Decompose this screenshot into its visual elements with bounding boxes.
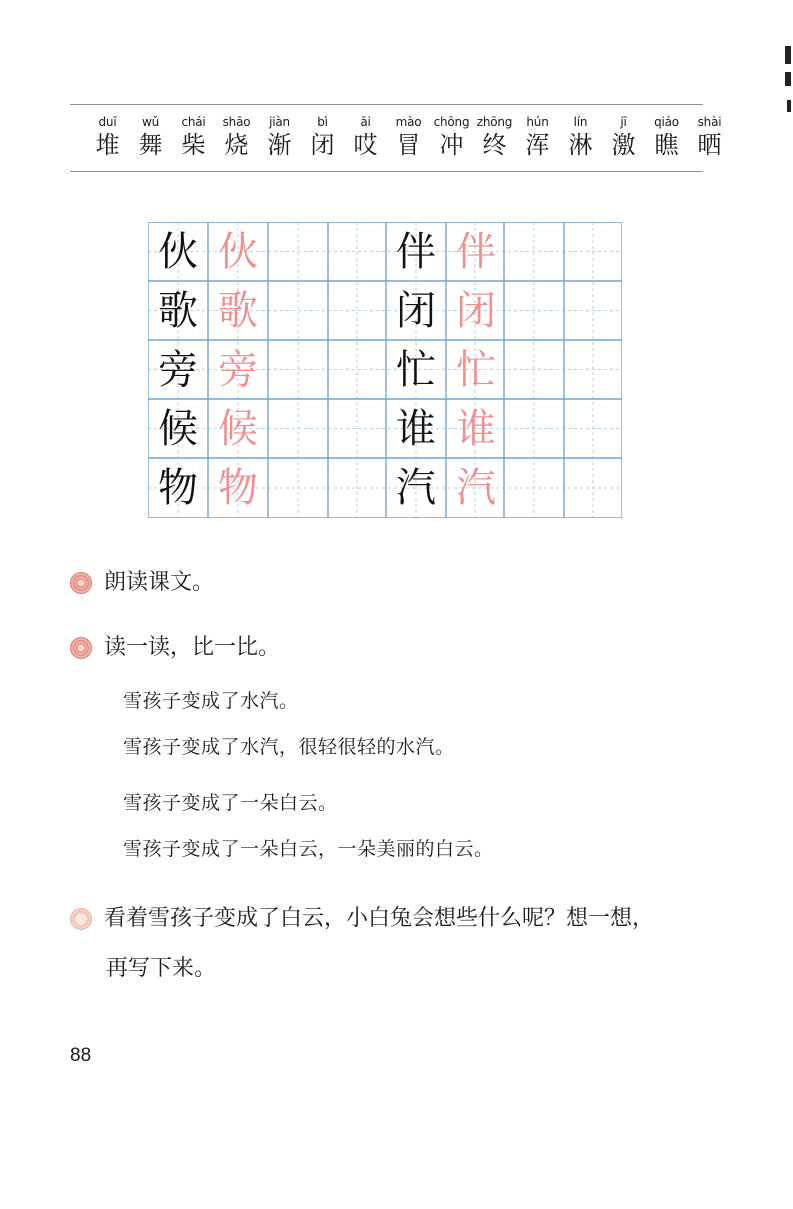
grid-model-char: 忙 — [396, 347, 436, 393]
grid-trace-char: 伙 — [218, 229, 258, 275]
vocab-word — [690, 114, 729, 160]
section-compare-heading: 读一读，比一比。 — [104, 635, 281, 660]
vocab-pinyin: jī — [620, 115, 627, 129]
grid-model-char: 物 — [158, 465, 198, 511]
vocab-word — [303, 114, 342, 160]
grid-trace-char: 歌 — [218, 288, 258, 334]
vocab-word — [432, 114, 471, 160]
grid-trace-char: 伴 — [456, 229, 496, 275]
vocab-hanzi: 哎 — [353, 131, 378, 159]
grid-model-char: 伙 — [158, 229, 198, 275]
vocab-pinyin: shài — [697, 115, 722, 129]
grid-model-char: 候 — [158, 406, 198, 452]
vocab-word — [174, 114, 213, 160]
vocab-pinyin: shāo — [222, 115, 251, 129]
grid-trace-char: 旁 — [218, 347, 258, 393]
grid-trace-char: 闭 — [456, 288, 496, 334]
vocab-pinyin: lín — [573, 115, 588, 129]
page-edge-mark — [787, 100, 791, 112]
vocab-hanzi: 渐 — [267, 131, 292, 159]
vocab-hanzi: 闭 — [310, 131, 335, 159]
vocab-hanzi: 冲 — [439, 131, 464, 159]
vocab-hanzi: 激 — [611, 131, 636, 159]
sentence: 雪孩子变成了水汽，很轻很轻的水汽。 — [123, 736, 455, 758]
vocab-word — [346, 114, 385, 160]
grid-model-char: 谁 — [396, 406, 436, 452]
section-question — [70, 904, 654, 934]
vocab-word — [647, 114, 686, 160]
vocab-hanzi: 瞧 — [654, 131, 679, 159]
vocab-word — [217, 114, 256, 160]
vocab-word — [131, 114, 170, 160]
grid-trace-char: 物 — [218, 465, 258, 511]
vocab-pinyin: chái — [181, 115, 206, 129]
sentence: 雪孩子变成了水汽。 — [123, 690, 299, 712]
vocab-bottom-rule — [70, 171, 703, 172]
page-edge-mark — [785, 72, 791, 86]
vocab-hanzi: 晒 — [697, 131, 722, 159]
vocab-hanzi: 堆 — [95, 131, 120, 159]
grid-trace-char: 忙 — [456, 347, 496, 393]
grid-model-char: 闭 — [396, 288, 436, 334]
writing-grid — [148, 222, 622, 518]
exercise-badge-icon — [70, 637, 92, 659]
sentence: 雪孩子变成了一朵白云，一朵美丽的白云。 — [123, 838, 494, 860]
vocab-hanzi: 冒 — [396, 131, 421, 159]
vocab-pinyin: āi — [360, 115, 371, 129]
section-compare — [70, 633, 280, 663]
vocab-pinyin: mào — [395, 115, 422, 129]
vocab-pinyin: chōng — [433, 115, 470, 129]
vocab-word — [518, 114, 557, 160]
vocab-word — [561, 114, 600, 160]
vocab-hanzi: 淋 — [568, 131, 593, 159]
grid-model-char: 汽 — [396, 465, 436, 511]
exercise-badge-icon — [70, 908, 92, 930]
exercise-badge-icon — [70, 572, 92, 594]
grid-model-char: 旁 — [158, 347, 198, 393]
vocab-hanzi: 舞 — [138, 131, 163, 159]
vocab-pinyin: zhōng — [476, 115, 513, 129]
vocab-hanzi: 浑 — [525, 131, 550, 159]
sentence: 雪孩子变成了一朵白云。 — [123, 792, 338, 814]
vocab-hanzi: 烧 — [224, 131, 249, 159]
vocab-word — [604, 114, 643, 160]
vocab-word — [389, 114, 428, 160]
page-edge-mark — [785, 46, 791, 64]
vocab-pinyin: wǔ — [141, 115, 160, 129]
grid-model-char: 伴 — [396, 229, 436, 275]
vocab-pinyin: hún — [526, 115, 549, 129]
vocab-word — [475, 114, 514, 160]
vocab-top-rule — [70, 104, 703, 105]
vocab-hanzi: 柴 — [181, 131, 206, 159]
vocab-word — [260, 114, 299, 160]
grid-trace-char: 谁 — [456, 406, 496, 452]
vocab-pinyin: qiáo — [654, 115, 679, 129]
grid-trace-char: 汽 — [456, 465, 496, 511]
vocab-hanzi: 终 — [482, 131, 507, 159]
page-number: 88 — [70, 1045, 92, 1066]
section-read-text-label: 朗读课文。 — [104, 570, 215, 595]
grid-model-char: 歌 — [158, 288, 198, 334]
vocab-pinyin: duī — [98, 115, 117, 129]
vocab-pinyin: bì — [317, 115, 328, 129]
grid-trace-char: 候 — [218, 406, 258, 452]
question-line-1: 看着雪孩子变成了白云，小白兔会想些什么呢？想一想， — [104, 906, 655, 931]
vocabulary-list — [88, 114, 729, 160]
question-line-2: 再写下来。 — [106, 956, 217, 981]
section-read-text — [70, 568, 214, 598]
vocab-word — [88, 114, 127, 160]
vocab-pinyin: jiàn — [269, 115, 290, 129]
